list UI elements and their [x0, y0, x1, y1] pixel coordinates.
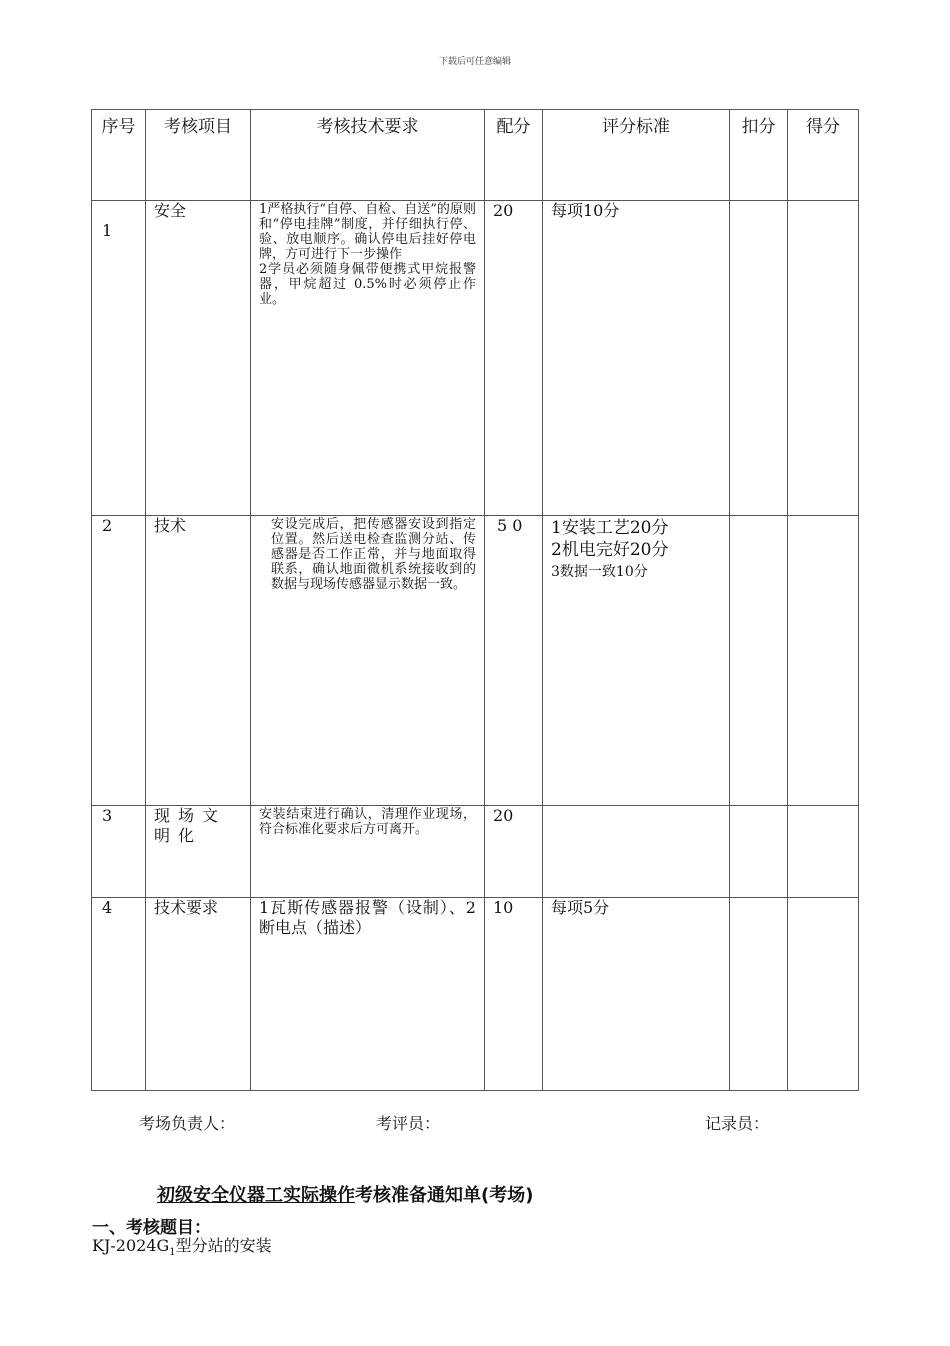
topic-subscript: 1 [169, 1247, 176, 1259]
col-header-points: 配分 [485, 110, 543, 201]
col-header-criteria: 评分标准 [543, 110, 730, 201]
exam-head-signature-label: 考场负责人： [139, 1114, 236, 1133]
row-item: 技术要求 [154, 898, 219, 917]
row-item: 技术 [154, 516, 187, 535]
topic-suffix: 型分站的安装 [175, 1236, 272, 1255]
row-seq: 4 [102, 898, 113, 917]
section-heading: 一、考核题目： [92, 1218, 211, 1238]
row-criteria: 每项5分 [551, 898, 610, 917]
notice-title-underlined: 初级安全仪器工实际操作 [157, 1185, 355, 1206]
table-row [92, 806, 859, 898]
topic-prefix: KJ-2024G [92, 1236, 170, 1255]
table-header-row [92, 110, 859, 201]
row-points: 20 [493, 201, 514, 220]
table-row [92, 516, 859, 806]
exam-topic [92, 1233, 272, 1258]
row-item: 现场文明化 [154, 806, 227, 845]
row-criteria-line: 3数据一致10分 [551, 564, 648, 580]
row-criteria: 每项10分 [551, 201, 620, 220]
table-row [92, 898, 859, 1091]
row-requirement-line: 安设完成后，把传感器安设到指定位置。然后送电检查监测分站、传感器是否工作正常，并与地面取得联系，确认地面微机系统接收到的数据与现场传感器显示数据一致。 [271, 517, 476, 592]
header-note: 下载后可任意编辑 [438, 57, 511, 67]
row-criteria-line: 2机电完好20分 [551, 540, 669, 560]
row-requirement-line: 1瓦斯传感器报警（设制）、2断电点（描述） [259, 898, 476, 937]
row-requirement-line: 1严格执行“自停、自检、自送”的原则和“停电挂牌”制度，并仔细执行停、验、放电顺序。确认停电后挂好停电牌，方可进行下一步操作 [259, 202, 476, 262]
recorder-signature-label: 记录员： [705, 1114, 770, 1133]
row-points: 10 [493, 898, 514, 917]
col-header-item: 考核项目 [146, 110, 251, 201]
notice-title-rest: 考核准备通知单(考场) [355, 1185, 534, 1206]
row-points: 5 0 [497, 516, 523, 535]
row-requirement-line: 安装结束进行确认，清理作业现场，符合标准化要求后方可离开。 [259, 807, 476, 837]
row-requirement-line: 2学员必须随身佩带便携式甲烷报警器，甲烷超过 0.5%时必须停止作业。 [259, 262, 476, 307]
examiner-signature-label: 考评员： [376, 1114, 441, 1133]
row-points: 20 [493, 806, 514, 825]
row-criteria-line: 1安装工艺20分 [551, 518, 669, 538]
row-item: 安全 [154, 201, 187, 220]
col-header-deduct: 扣分 [730, 110, 788, 201]
notice-title [157, 1181, 533, 1207]
row-seq: 1 [102, 221, 113, 240]
scoring-table [91, 109, 859, 1091]
col-header-seq: 序号 [92, 110, 146, 201]
table-row [92, 201, 859, 516]
row-seq: 2 [102, 516, 113, 535]
col-header-score: 得分 [788, 110, 859, 201]
row-seq: 3 [102, 806, 113, 825]
col-header-requirements: 考核技术要求 [251, 110, 485, 201]
